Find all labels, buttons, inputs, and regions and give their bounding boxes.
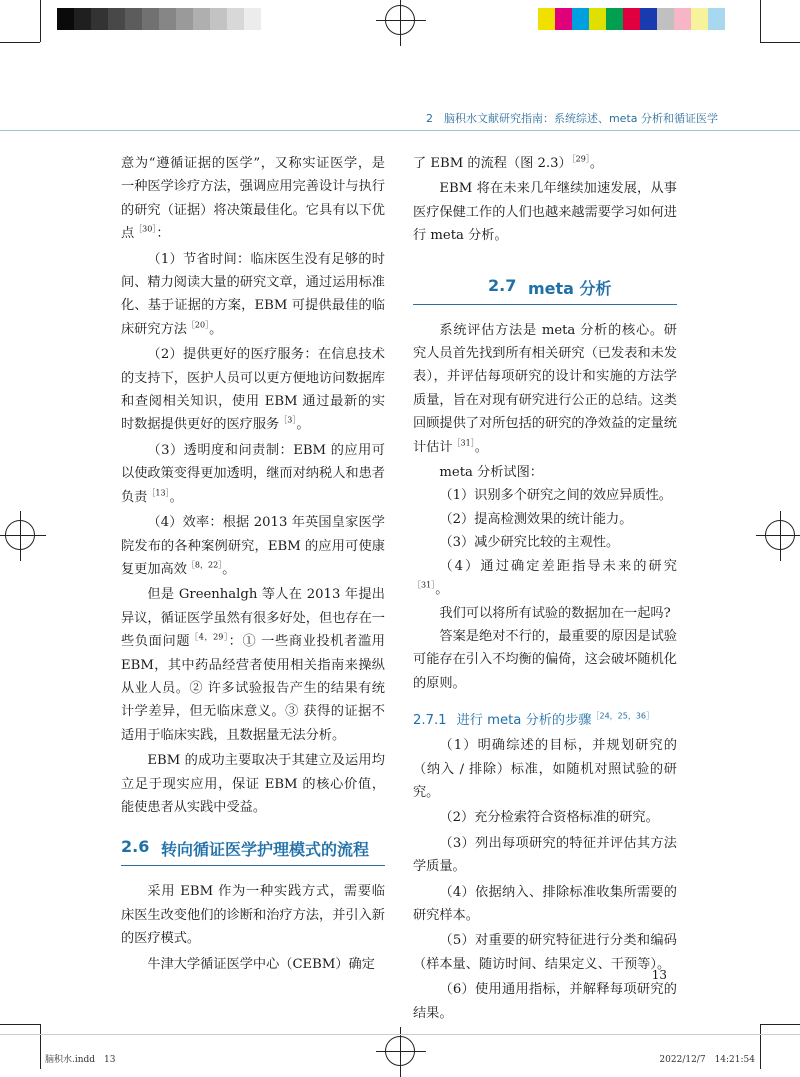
swatch [125,8,142,30]
list-item: （1）明确综述的目标，并规划研究的（纳入 / 排除）标准，如随机对照试验的研究。 [413,738,677,800]
crop-mark [760,42,800,43]
swatch [193,8,210,30]
swatch [227,8,244,30]
section-number: 2.6 [121,837,150,857]
left-column [121,152,385,976]
gray-color-bar [57,8,261,30]
registration-mark-top [385,5,415,35]
swatch [210,8,227,30]
paragraph: 采用 EBM 作为一种实践方式，需要临床医生改变他们的诊断和治疗方法，并引入新的医疗模式。 [121,884,385,947]
paragraph: 我们可以将所有试验的数据加在一起吗? [439,605,671,621]
crop-mark [40,1024,41,1069]
crop-mark [0,1024,40,1025]
header-divider [0,130,800,131]
swatch [691,8,708,30]
list-item: （4）效率：根据 2013 年英国皇家医学院发布的各种案例研究，EBM 的应用可使康复更加高效$^{[8,22]}$。 [121,515,385,577]
swatch [640,8,657,30]
swatch [589,8,606,30]
swatch [555,8,572,30]
crop-mark [40,0,41,42]
paragraph: 系统评估方法是 meta 分析的核心。研究人员首先找到所有相关研究（已发表和未发表），并评估每项研究的设计和实施的方法学质量，旨在对现有研究进行公正的总结。这类回顾提供了对所包括的研究的净效益的定量统计估计$^{[31]}$。 [413,322,677,455]
crop-mark [0,42,40,43]
page-number: 13 [651,968,667,982]
list-item: （1）识别多个研究之间的效应异质性。 [439,488,672,504]
section-heading-2-7 [413,272,677,305]
swatch [244,8,261,30]
list-item: （2）提供更好的医疗服务：在信息技术的支持下，医护人员可以更方便地访问数据库和查阅相关知识，使用 EBM 通过最新的实时数据提供更好的医疗服务$^{[3]}$。 [121,347,385,433]
swatch [623,8,640,30]
subsection-title: 进行 meta 分析的步骤 [456,713,592,729]
list-item: （3）透明度和问责制：EBM 的应用可以使政策变得更加透明，继而对纳税人和患者负责$^{[13]}$。 [121,442,385,505]
list-item: （1）节省时间：临床医生没有足够的时间、精力阅读大量的研究文章，通过运用标准化、基于证据的方案，EBM 可提供最佳的临床研究方法$^{[20]}$。 [121,251,385,337]
slug-timestamp: 2022/12/7 14:21:54 [659,1055,755,1065]
slug-filename: 脑积水.indd 13 [45,1055,116,1065]
crop-mark [760,0,761,42]
crop-mark [760,1024,761,1069]
running-head: 2 脑积水文献研究指南：系统综述、meta 分析和循证医学 [425,112,718,125]
list-item: （2）充分检索符合资格标准的研究。 [439,810,659,826]
list-item: （6）使用通用指标，并解释每项研究的结果。 [413,982,677,1021]
paragraph: EBM 的成功主要取决于其建立及运用均立足于现实应用，保证 EBM 的核心价值，能使患者从实践中受益。 [121,753,385,815]
subsection-number: 2.7.1 [413,713,447,729]
swatch [74,8,91,30]
section-number: 2.7 [488,275,517,295]
swatch [538,8,555,30]
swatch [572,8,589,30]
paragraph: 答案是绝对不行的，最重要的原因是试验可能存在引入不均衡的偏倚，这会破坏随机化的原则。 [413,628,677,691]
section-heading-2-6 [121,833,385,866]
section-title: meta 分析 [528,278,612,298]
swatch [57,8,74,30]
registration-mark-right [765,520,795,550]
list-item: （2）提高检测效果的统计能力。 [439,511,633,527]
subsection-heading-2-7-1 [413,709,677,728]
swatch [708,8,725,30]
subsection-ref: ［24，25，36］ [591,711,655,721]
right-column [413,152,677,1025]
paragraph: 牛津大学循证医学中心（CEBM）确定 [147,956,375,972]
swatch [142,8,159,30]
swatch [159,8,176,30]
registration-mark-bottom [385,1036,415,1066]
crop-mark [760,1024,800,1025]
swatch [657,8,674,30]
list-item: （3）减少研究比较的主观性。 [439,535,620,551]
section-title: 转向循证医学护理模式的流程 [161,840,370,860]
paragraph: EBM 将在未来几年继续加速发展，从事医疗保健工作的人们也越来越需要学习如何进行 meta 分析。 [413,181,677,244]
swatch [108,8,125,30]
list-item: （3）列出每项研究的特征并评估其方法学质量。 [413,835,677,875]
paragraph: meta 分析试图： [439,465,543,481]
swatch [674,8,691,30]
registration-mark-left [5,520,35,550]
swatch [606,8,623,30]
list-item: （4）依据纳入、排除标准收集所需要的研究样本。 [413,884,677,923]
color-bar [538,8,725,30]
list-item: （4）通过确定差距指导未来的研究$^{[31]}$。 [413,558,677,598]
paragraph: 但是 Greenhalgh 等人在 2013 年提出异议，循证医学虽然有很多好处，但也存在一些负面问题$^{[4,29]}$：① 一些商业投机者滥用 EBM，其中药品经营者使用相关指南来操纵从业人员。② 许多试验报告产生的结果有统计学差异，但无临床意义。③ 获得的证据不适用于临床实践，且数据量无法分析。 [121,587,385,743]
list-item: （5）对重要的研究特征进行分类和编码（样本量、随访时间、结果定义、干预等）。 [413,933,677,972]
paragraph: 意为“遵循证据的医学”，又称实证医学，是一种医学诊疗方法，强调应用完善设计与执行的研究（证据）将决策最佳化。它具有以下优点$^{[30]}$： [121,156,385,242]
swatch [176,8,193,30]
swatch [91,8,108,30]
footer-divider [0,1034,800,1035]
paragraph: 了 EBM 的流程（图 2.3）$^{[29]}$。 [413,154,604,171]
